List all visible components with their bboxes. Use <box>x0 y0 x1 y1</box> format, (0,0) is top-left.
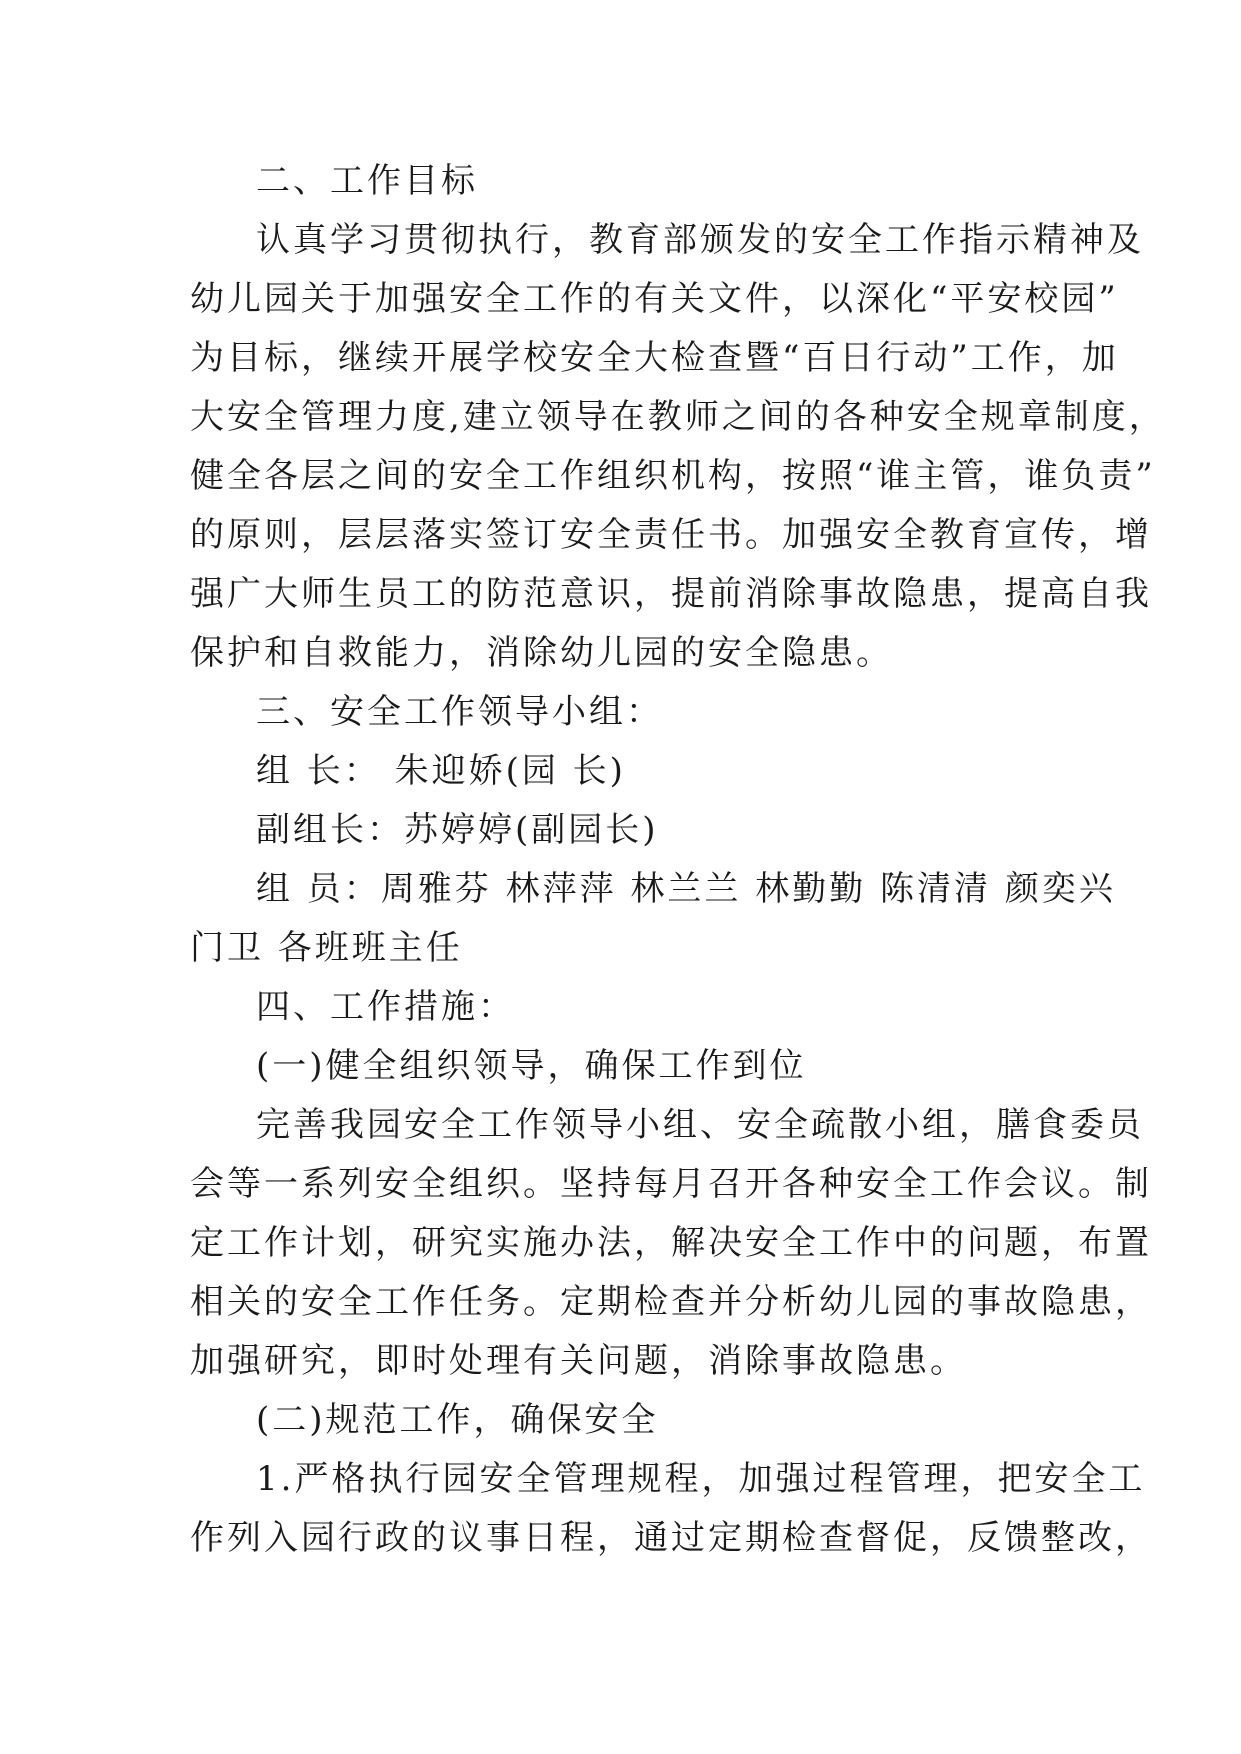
section-heading: 四、工作措施： <box>256 987 515 1027</box>
paragraph-line: 作列入园行政的议事日程，通过定期检查督促，反馈整改， <box>190 1518 1152 1558</box>
paragraph-line: 认真学习贯彻执行，教育部颁发的安全工作指示精神及 <box>256 220 1144 260</box>
paragraph-line: 的原则，层层落实签订安全责任书。加强安全教育宣传，增 <box>190 515 1152 555</box>
paragraph-line: 保护和自救能力，消除幼儿园的安全隐患。 <box>190 633 893 673</box>
paragraph-line: 组 员：周雅芬 林萍萍 林兰兰 林勤勤 陈清清 颜奕兴 <box>256 869 1116 909</box>
group-members <box>190 860 1116 978</box>
group-leader: 组 长： 朱迎娇(园 长) <box>256 751 626 791</box>
section-heading: 二、工作目标 <box>256 161 478 201</box>
paragraph-line: 为目标，继续开展学校安全大检查暨“百日行动”工作，加 <box>190 338 1119 378</box>
paragraph-line: 健全各层之间的安全工作组织机构，按照“谁主管，谁负责” <box>190 456 1156 496</box>
paragraph-line: 强广大师生员工的防范意识，提前消除事故隐患，提高自我 <box>190 574 1152 614</box>
paragraph-line: 大安全管理力度,建立领导在教师之间的各种安全规章制度， <box>190 397 1166 437</box>
paragraph-line: 会等一系列安全组织。坚持每月召开各种安全工作会议。制 <box>190 1164 1152 1204</box>
section-heading: 三、安全工作领导小组： <box>256 692 663 732</box>
paragraph-line: 门卫 各班班主任 <box>190 928 463 968</box>
paragraph-line: 完善我园安全工作领导小组、安全疏散小组，膳食委员 <box>256 1105 1144 1145</box>
document-body <box>190 152 1166 1568</box>
paragraph-line: 相关的安全工作任务。定期检查并分析幼儿园的事故隐患， <box>190 1282 1152 1322</box>
paragraph-goals <box>190 211 1166 683</box>
paragraph-line: 幼儿园关于加强安全工作的有关文件，以深化“平安校园” <box>190 279 1119 319</box>
paragraph-line: 1.严格执行园安全管理规程，加强过程管理，把安全工 <box>256 1459 1146 1499</box>
paragraph-line: 定工作计划，研究实施办法，解决安全工作中的问题，布置 <box>190 1223 1152 1263</box>
group-vice-leader: 副组长：苏婷婷(副园长) <box>256 810 659 850</box>
paragraph-regulation <box>190 1450 1152 1568</box>
paragraph-organization <box>190 1096 1152 1391</box>
paragraph-line: 加强研究，即时处理有关问题，消除事故隐患。 <box>190 1341 967 1381</box>
subsection-heading: (一)健全组织领导，确保工作到位 <box>256 1046 807 1086</box>
subsection-heading: (二)规范工作，确保安全 <box>256 1400 659 1440</box>
